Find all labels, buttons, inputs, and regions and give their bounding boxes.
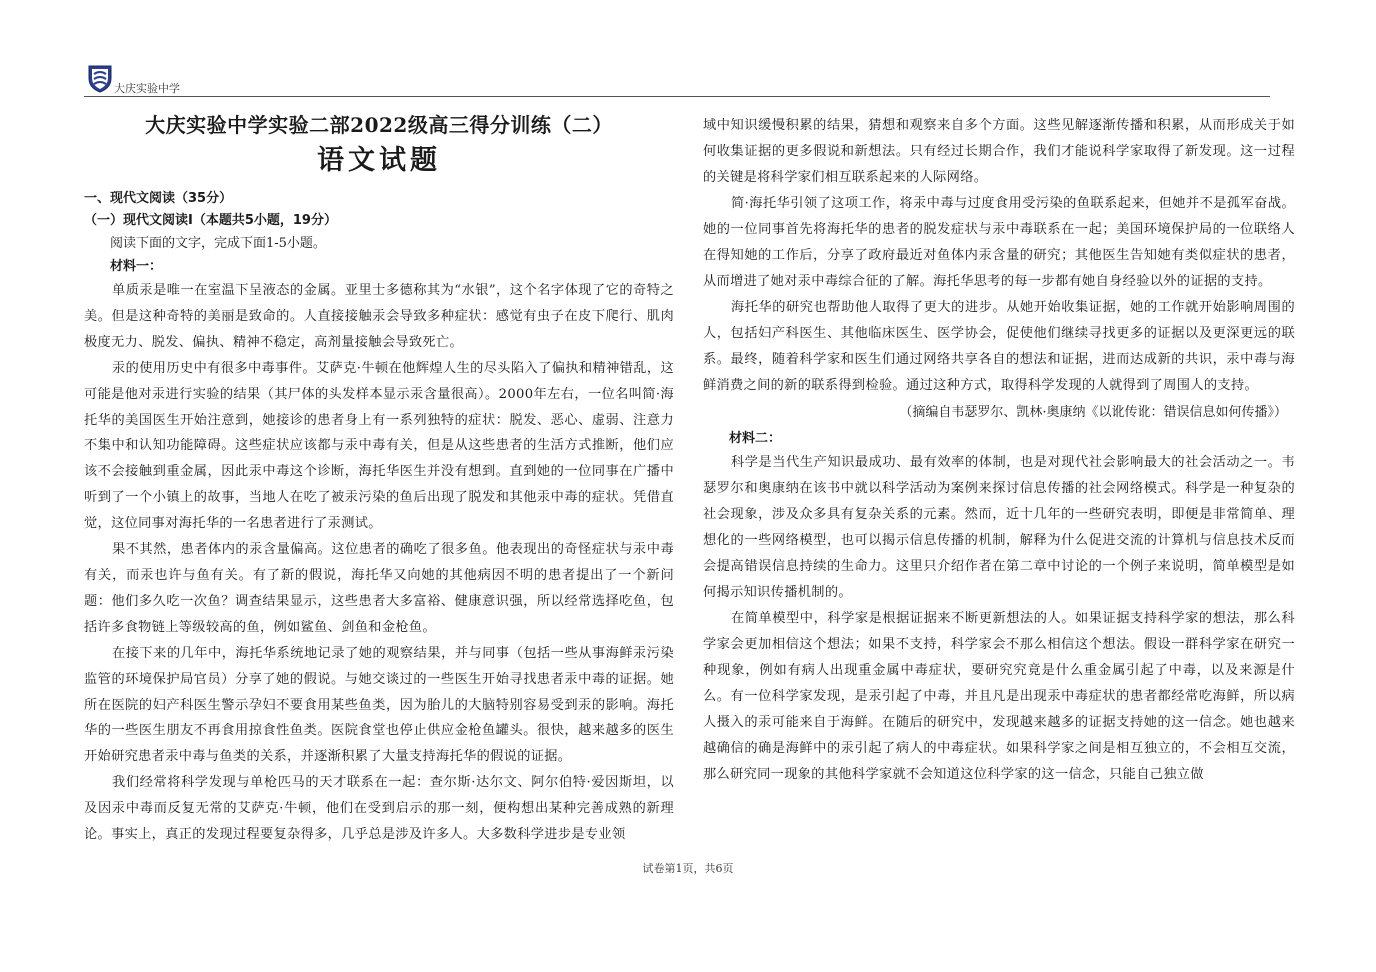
material-label: 材料一： [110, 259, 163, 274]
page-footer: 试卷第1页，共6页 [642, 862, 734, 875]
section-heading: 一、现代文阅读（35分） [84, 191, 233, 206]
exam-title: 大庆实验中学实验二部2022级高三得分训练（二） [145, 113, 613, 137]
school-crest-icon [84, 62, 116, 94]
left-column [84, 110, 674, 848]
paragraph: 汞的使用历史中有很多中毒事件。艾萨克·牛顿在他辉煌人生的尽头陷入了偏执和精神错乱，这可能是他对汞进行实验的结果（其尸体的头发样本显示汞含量很高）。2000年左右，一位名叫简·海托华的美国医生开始注意到，她接诊的患者身上有一系列独特的症状：脱发、恶心、虚弱、注意力不集中和认知功能障碍。这些症状应该都与汞中毒有关，但是从这些患者的生活方式推断，他们应该不会接触到重金属，因此汞中毒这个诊断，海托华医生并没有想到。直到她的一位同事在广播中听到了一个小镇上的故事，当地人在吃了被汞污染的鱼后出现了脱发和其他汞中毒的症状。凭借直觉，这位同事对海托华的一名患者进行了汞测试。 [84, 360, 674, 532]
paragraph: 海托华的研究也帮助他人取得了更大的进步。从她开始收集证据，她的工作就开始影响周围的人，包括妇产科医生、其他临床医生、医学协会，促使他们继续寻找更多的证据以及更深更远的联系。最终，随着科学家和医生们通过网络共享各自的想法和证据，进而达成新的共识，汞中毒与海鲜消费之间的新的联系得到检验。通过这种方式，取得科学发现的人就得到了周围人的支持。 [703, 300, 1295, 393]
page-header [84, 60, 1270, 97]
paragraph: 我们经常将科学发现与单枪匹马的天才联系在一起：查尔斯·达尔文、阿尔伯特·爱因斯坦，以及因汞中毒而反复无常的艾萨克·牛顿，他们在受到启示的那一刻，便构想出某种完善成熟的新理论。事实上，真正的发现过程要复杂得多，几乎总是涉及许多人。大多数科学进步是专业领 [84, 775, 674, 843]
exam-subject: 语文试题 [317, 145, 441, 176]
subsection-heading: （一）现代文阅读Ⅰ（本题共5小题，19分） [84, 213, 337, 228]
material-label: 材料二： [729, 431, 782, 446]
paragraph-continuation: 域中知识缓慢积累的结果，猜想和观察来自多个方面。这些见解逐渐传播和积累，从而形成关于如何收集证据的更多假说和新想法。只有经过长期合作，我们才能说科学家取得了新发现。这一过程的关键是将科学家们相互联系起来的人际网络。 [703, 118, 1295, 185]
source-citation: （摘编自韦瑟罗尔、凯林·奥康纳《以讹传讹：错误信息如何传播》） [899, 405, 1287, 420]
paragraph: 在接下来的几年中，海托华系统地记录了她的观察结果，并与同事（包括一些从事海鲜汞污染监管的环境保护局官员）分享了她的假说。与她交谈过的一些医生开始寻找患者汞中毒的证据。她所在医院的妇产科医生警示孕妇不要食用某些鱼类，因为胎儿的大脑特别容易受到汞的影响。海托华的一些医生朋友不再食用掠食性鱼类。医院食堂也停止供应金枪鱼罐头。很快，越来越多的医生开始研究患者汞中毒与鱼类的关系，并逐渐积累了大量支持海托华的假说的证据。 [84, 645, 674, 765]
school-name: 大庆实验中学 [114, 82, 180, 95]
paragraph: 在简单模型中，科学家是根据证据来不断更新想法的人。如果证据支持科学家的想法，那么科学家会更加相信这个想法；如果不支持，科学家会不那么相信这个想法。假设一群科学家在研究一种现象，例如有病人出现重金属中毒症状，要研究究竟是什么重金属引起了中毒，以及来源是什么。有一位科学家发现，是汞引起了中毒，并且凡是出现汞中毒症状的患者都经常吃海鲜，所以病人摄入的汞可能来自于海鲜。在随后的研究中，发现越来越多的证据支持她的这一信念。她也越来越确信的确是海鲜中的汞引起了病人的中毒症状。如果科学家之间是相互独立的，不会相互交流，那么研究同一现象的其他科学家就不会知道这位科学家的这一信念，只能自己独立做 [703, 611, 1295, 782]
paragraph: 简·海托华引领了这项工作，将汞中毒与过度食用受污染的鱼联系起来，但她并不是孤军奋战。她的一位同事首先将海托华的患者的脱发症状与汞中毒联系在一起；美国环境保护局的一位联络人在得知她的工作后，分享了政府最近对鱼体内汞含量的研究；其他医生告知她有类似症状的患者，从而增进了她对汞中毒综合征的了解。海托华思考的每一步都有她自身经验以外的证据的支持。 [703, 196, 1295, 289]
right-column [703, 113, 1295, 788]
paragraph: 果不其然，患者体内的汞含量偏高。这位患者的确吃了很多鱼。他表现出的奇怪症状与汞中毒有关，而汞也许与鱼有关。有了新的假说，海托华又向她的其他病因不明的患者提出了一个新问题：他们多久吃一次鱼？调查结果显示，这些患者大多富裕、健康意识强，所以经常选择吃鱼，包括许多食物链上等级较高的鱼，例如鲨鱼、剑鱼和金枪鱼。 [84, 542, 674, 635]
paragraph: 科学是当代生产知识最成功、最有效率的体制，也是对现代社会影响最大的社会活动之一。韦瑟罗尔和奥康纳在该书中就以科学活动为案例来探讨信息传播的社会网络模式。科学是一种复杂的社会现象，涉及众多具有复杂关系的元素。然而，近十几年的一些研究表明，即便是非常简单、理想化的一些网络模型，也可以揭示信息传播的机制，解释为什么促进交流的计算机与信息技术反而会提高错误信息持续的生命力。这里只介绍作者在第二章中讨论的一个例子来说明，简单模型是如何揭示知识传播机制的。 [703, 455, 1295, 600]
reading-instruction: 阅读下面的文字，完成下面1-5小题。 [110, 236, 326, 251]
paragraph: 单质汞是唯一在室温下呈液态的金属。亚里士多德称其为“水银”，这个名字体现了它的奇特之美。但是这种奇特的美丽是致命的。人直接接触汞会导致多种症状：感觉有虫子在皮下爬行、肌肉极度无力、脱发、偏执、精神不稳定，高剂量接触会导致死亡。 [84, 283, 674, 350]
